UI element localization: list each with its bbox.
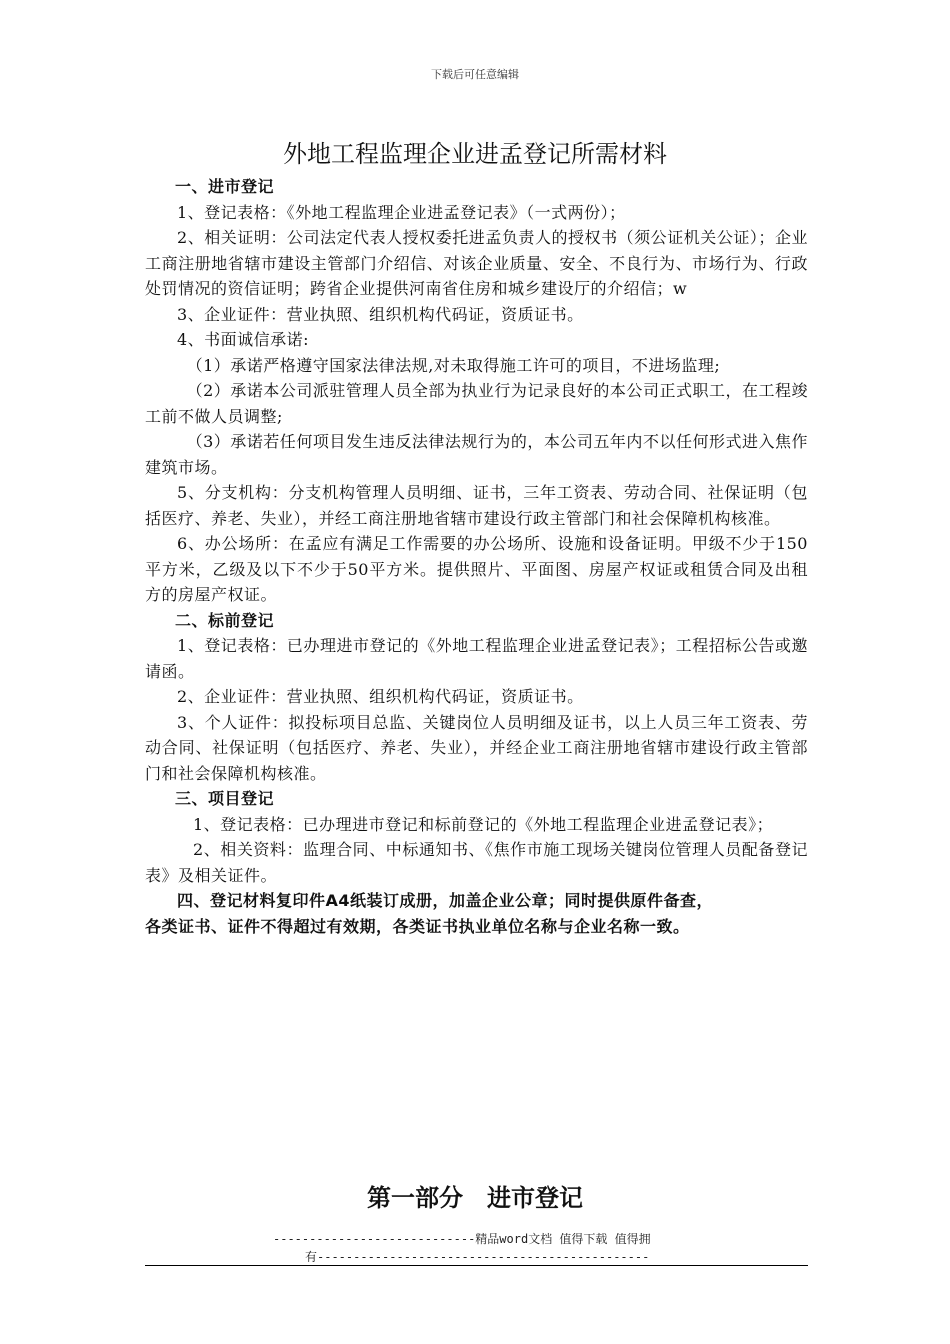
s3-item-2: 2、相关资料：监理合同、中标通知书、《焦作市施工现场关键岗位管理人员配备登记表》及相关证件。 [145,840,808,885]
footer-line-1: ----------------------------精品word文档 值得下载 值得拥 [273,1232,651,1246]
document-title: 外地工程监理企业进孟登记所需材料 [283,140,667,168]
s1-item-4: 4、书面诚信承诺: [177,330,310,349]
s2-item-2: 2、企业证件：营业执照、组织机构代码证，资质证书。 [177,687,584,706]
part-title: 第一部分 进市登记 [367,1184,583,1212]
s1-pledge-1: （1）承诺严格遵守国家法律法规,对未取得施工许可的项目，不进场监理; [186,355,721,375]
s1-pledge-3: （3）承诺若任何项目发生违反法律法规行为的，本公司五年内不以任何形式进入焦作建筑市场。 [145,432,808,477]
s1-item-2: 2、相关证明：公司法定代表人授权委托进孟负责人的授权书（须公证机关公证）；企业工商注册地省辖市建设主管部门介绍信、对该企业质量、安全、不良行为、市场行为、行政处罚情况的资信证明；跨省企业提供河南省住房和城乡建设厅的介绍信；w [145,228,808,298]
document-body [145,174,808,939]
section-heading-1: 一、进市登记 [175,177,275,196]
section-4-note [145,888,808,939]
s1-item-3: 3、企业证件：营业执照、组织机构代码证，资质证书。 [177,304,584,324]
s1-item-6: 6、办公场所：在孟应有满足工作需要的办公场所、设施和设备证明。甲级不少于150平方米，乙级及以下不少于50平方米。提供照片、平面图、房屋产权证或租赁合同及出租方的房屋产权证。 [145,534,808,604]
section-heading-3: 三、项目登记 [175,789,275,808]
section-heading-2: 二、标前登记 [175,610,275,630]
s3-item-1: 1、登记表格：已办理进市登记和标前登记的《外地工程监理企业进孟登记表》； [193,814,774,834]
page-header-note: 下载后可任意编辑 [431,68,519,81]
s2-item-1: 1、登记表格：已办理进市登记的《外地工程监理企业进孟登记表》；工程招标公告或邀请函。 [145,636,808,681]
s4-line-2: 各类证书、证件不得超过有效期，各类证书执业单位名称与企业名称一致。 [145,916,690,936]
s1-item-1: 1、登记表格：《外地工程监理企业进孟登记表》（一式两份）； [177,202,626,222]
s2-item-3: 3、个人证件：拟投标项目总监、关键岗位人员明细及证书，以上人员三年工资表、劳动合同、社保证明（包括医疗、养老、失业），并经企业工商注册地省辖市建设行政主管部门和社会保障机构核准。 [145,712,808,783]
footer-divider [145,1265,808,1266]
footer-line-2: 有---------------------------------------------- [305,1250,650,1264]
s4-line-1: 四、登记材料复印件A4纸装订成册，加盖企业公章；同时提供原件备查， [177,891,714,910]
page-footer [145,1230,808,1266]
s1-item-5: 5、分支机构：分支机构管理人员明细、证书，三年工资表、劳动合同、社保证明（包括医疗、养老、失业），并经工商注册地省辖市建设行政主管部门和社会保障机构核准。 [145,483,808,528]
s1-pledge-2: （2）承诺本公司派驻管理人员全部为执业行为记录良好的本公司正式职工，在工程竣工前不做人员调整; [145,381,808,426]
